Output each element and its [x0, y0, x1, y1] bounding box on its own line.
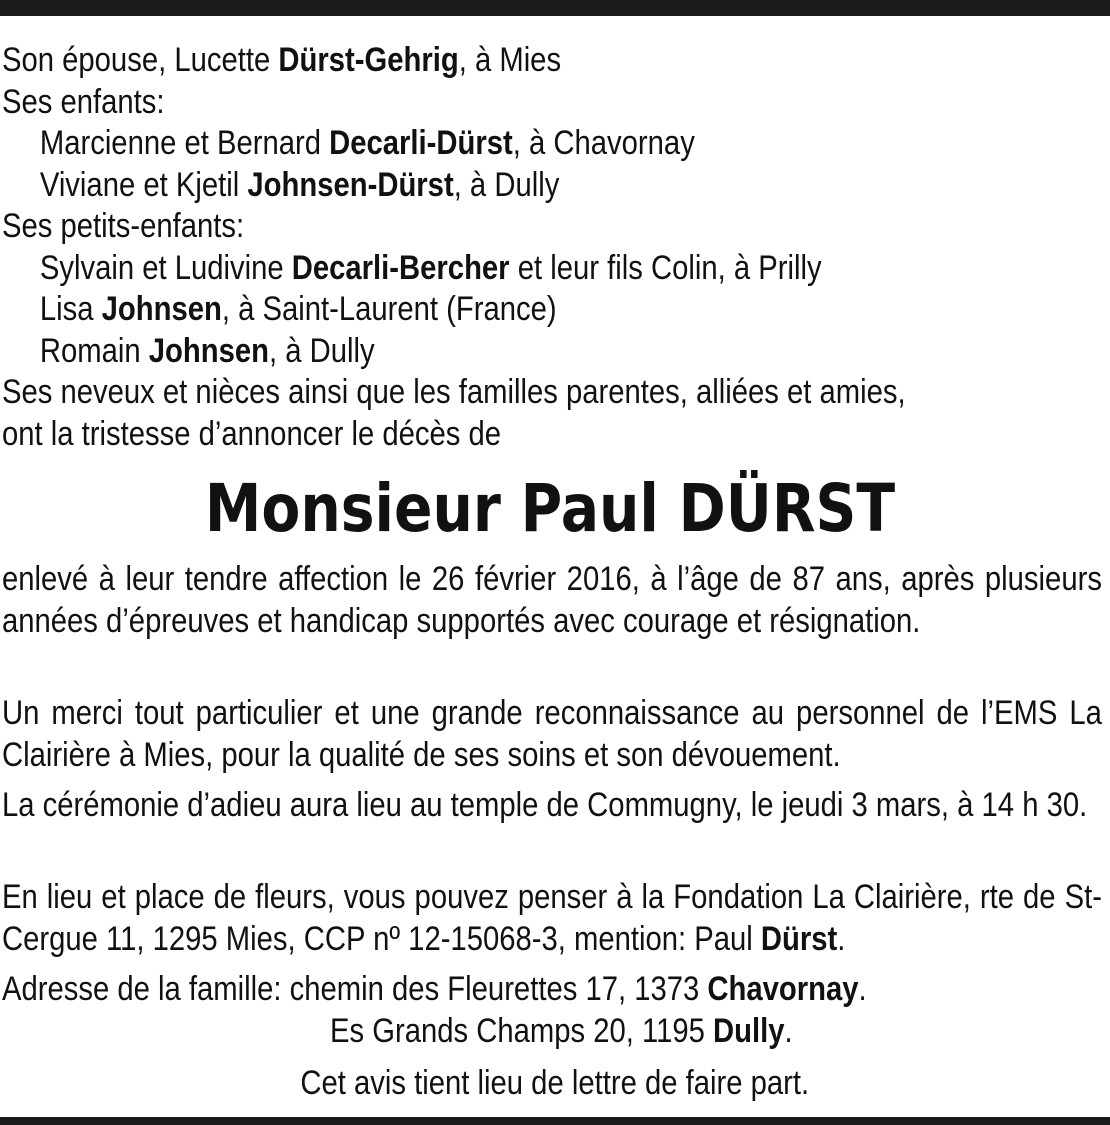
bottom-border-rule: [0, 1117, 1110, 1125]
top-border-rule: [0, 0, 1110, 16]
ceremony-paragraph: La cérémonie d’adieu aura lieu au temple de Commugny, le jeudi 3 mars, à 14 h 30.: [2, 786, 1088, 824]
children-heading: Ses enfants:: [2, 82, 165, 121]
family-address-line: Adresse de la famille: chemin des Fleurettes 17, 1373 Chavornay.: [2, 970, 867, 1008]
spouse-text: Son épouse, Lucette: [2, 41, 279, 79]
spouse-line: [2, 40, 1102, 82]
announce-line: ont la tristesse d’annoncer le décès de: [2, 414, 502, 453]
spouse-surname: Dürst-Gehrig: [278, 41, 459, 79]
closing-note: Cet avis tient lieu de lettre de faire part.: [300, 1064, 810, 1102]
spouse-place: , à Mies: [458, 41, 562, 79]
donation-paragraph: En lieu et place de fleurs, vous pouvez penser à la Fondation La Clairière, rte de St-Cergue 11, 1295 Mies, CCP nº 12-15068-3, mention: Paul Dürst.: [2, 878, 1102, 958]
family-list: [2, 40, 1102, 455]
relatives-line: Ses neveux et nièces ainsi que les familles parentes, alliées et amies,: [2, 373, 906, 411]
death-paragraph: enlevé à leur tendre affection le 26 février 2016, à l’âge de 87 ans, après plusieurs années d’épreuves et handicap supportés avec courage et résignation.: [2, 560, 1102, 640]
grandchild-line: Romain Johnsen, à Dully: [39, 331, 375, 370]
grandchild-line: Lisa Johnsen, à Saint-Laurent (France): [39, 290, 557, 328]
grandchildren-heading: Ses petits-enfants:: [2, 207, 245, 245]
grandchild-line: Sylvain et Ludivine Decarli-Bercher et leur fils Colin, à Prilly: [39, 248, 822, 287]
family-address-line-2: Es Grands Champs 20, 1195 Dully.: [330, 1012, 793, 1050]
thanks-paragraph: Un merci tout particulier et une grande reconnaissance au personnel de l’EMS La Clairière à Mies, pour la qualité de ses soins et son dévouement.: [2, 694, 1102, 774]
child-line: Marcienne et Bernard Decarli-Dürst, à Chavornay: [39, 124, 695, 162]
child-line: Viviane et Kjetil Johnsen-Dürst, à Dully: [39, 165, 560, 204]
deceased-name: Monsieur Paul DÜRST: [204, 470, 896, 547]
